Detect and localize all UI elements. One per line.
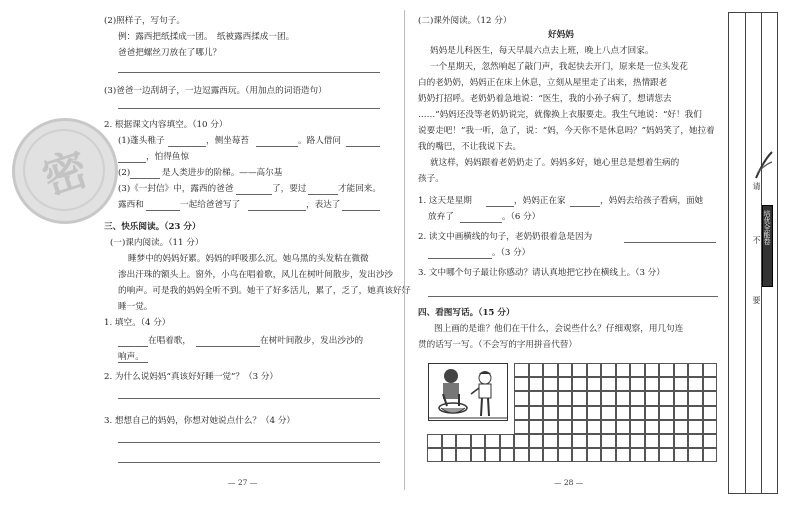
- grid-cell[interactable]: [558, 434, 573, 448]
- grid-cell[interactable]: [427, 448, 442, 462]
- blank[interactable]: [248, 210, 306, 211]
- grid-cell[interactable]: [688, 406, 703, 420]
- grid-cell[interactable]: [659, 391, 674, 405]
- blank[interactable]: [460, 222, 502, 223]
- grid-cell[interactable]: [514, 420, 529, 434]
- blank[interactable]: [146, 210, 180, 211]
- blank[interactable]: [570, 206, 600, 207]
- q2-header: (2)照样子，写句子。: [104, 16, 185, 26]
- read-q1a: 在唱着歌，: [148, 336, 191, 346]
- passage-line-4: 睡一觉。: [118, 302, 153, 312]
- grid-cell[interactable]: [688, 448, 703, 462]
- section-3-1-title: (一)课内阅读。（11 分）: [110, 238, 204, 248]
- r-q1e: 。（6 分）: [502, 212, 541, 222]
- q2-sentence: 爸爸把螺丝刀放在了哪儿？: [118, 48, 222, 58]
- sidebar-rule: [745, 13, 746, 493]
- section-3-title: 三、快乐阅读。（23 分）: [104, 222, 201, 232]
- r-q3: 3. 文中哪个句子最让你感动？请认真地把它抄在横线上。（3 分）: [418, 268, 665, 278]
- grid-cell[interactable]: [514, 448, 529, 462]
- grid-cell[interactable]: [529, 363, 544, 377]
- story-p2e: 说要走吧！”我一听，急了，说：“妈，今天你不是休息吗？”妈妈笑了，她拉着: [418, 126, 715, 136]
- grid-cell[interactable]: [659, 434, 674, 448]
- fill-2-2: 是人类进步的阶梯。——高尔基: [162, 168, 283, 178]
- blank[interactable]: [130, 178, 160, 179]
- blank[interactable]: [308, 194, 338, 195]
- grid-cell[interactable]: [645, 406, 660, 420]
- grid-cell[interactable]: [674, 434, 689, 448]
- r-q1c: ，妈妈去给孩子看病，面她: [600, 196, 704, 206]
- grid-cell[interactable]: [703, 363, 718, 377]
- blank[interactable]: [236, 194, 272, 195]
- grid-cell[interactable]: [500, 448, 515, 462]
- grid-cell[interactable]: [558, 377, 573, 391]
- grid-cell[interactable]: [514, 363, 529, 377]
- passage-line-3: 的响声。可是我的妈妈全听不到。她干了好多活儿，累了，乏了，她真该好好: [118, 286, 411, 296]
- story-p2d: ……”妈妈还没等老奶奶说完，就像换上衣服要走。我生气地说：“好！我们: [418, 110, 702, 120]
- fill-2-3c: 才能回来。: [338, 184, 381, 194]
- fill-2-3a: (3)《一封信》中，露西的爸爸: [118, 184, 234, 194]
- grid-cell[interactable]: [543, 434, 558, 448]
- grid-cell[interactable]: [703, 420, 718, 434]
- grid-cell[interactable]: [572, 420, 587, 434]
- grid-cell[interactable]: [529, 406, 544, 420]
- grid-cell[interactable]: [514, 391, 529, 405]
- grid-cell[interactable]: [630, 363, 645, 377]
- grid-cell[interactable]: [630, 391, 645, 405]
- grid-cell[interactable]: [485, 448, 500, 462]
- read-q1: 1. 填空。（4 分）: [104, 318, 171, 328]
- q3-text: (3)爸爸一边刮胡子，一边逗露西玩。（用加点的词语造句）: [104, 86, 327, 96]
- grid-cell[interactable]: [587, 391, 602, 405]
- grid-cell[interactable]: [645, 391, 660, 405]
- blank[interactable]: [256, 146, 298, 147]
- grid-cell[interactable]: [645, 434, 660, 448]
- grid-cell[interactable]: [616, 406, 631, 420]
- grid-cell[interactable]: [514, 377, 529, 391]
- page-divider: [404, 10, 405, 490]
- q2-example: 例：露西把纸揉成一团。 纸被露西揉成一团。: [118, 32, 295, 42]
- grid-cell[interactable]: [572, 391, 587, 405]
- grid-cell[interactable]: [587, 420, 602, 434]
- fill-2-1d: ，怕得鱼惊: [146, 152, 189, 162]
- story-p2c: 奶奶打招呼。老奶奶着急地说：“医生，我的小孙子病了，想请您去: [418, 94, 672, 104]
- brand-text: 培优全能卷: [763, 210, 771, 245]
- passage-line-1: 睡梦中的妈妈好累。妈妈的呼吸那么沉。她乌黑的头发粘在微微: [128, 254, 369, 264]
- grid-cell[interactable]: [601, 448, 616, 462]
- grid-cell[interactable]: [471, 434, 486, 448]
- blank[interactable]: [346, 146, 380, 147]
- grid-cell[interactable]: [601, 391, 616, 405]
- blank[interactable]: [168, 146, 206, 147]
- grid-cell[interactable]: [558, 420, 573, 434]
- grid-cell[interactable]: [587, 377, 602, 391]
- grid-cell[interactable]: [616, 448, 631, 462]
- grid-cell[interactable]: [601, 420, 616, 434]
- section-4-title: 四、看图写话。（15 分）: [418, 308, 515, 318]
- fill-2-3d: 露西和: [118, 200, 144, 210]
- grid-cell[interactable]: [529, 448, 544, 462]
- answer-line[interactable]: [118, 72, 380, 73]
- grid-cell[interactable]: [616, 377, 631, 391]
- grid-cell[interactable]: [514, 406, 529, 420]
- grid-cell[interactable]: [674, 363, 689, 377]
- passage-line-2: 渗出汗珠的额头上。窗外，小鸟在唱着歌，风儿在树叶间散步，发出沙沙: [118, 270, 394, 280]
- grid-cell[interactable]: [630, 448, 645, 462]
- grid-cell[interactable]: [688, 420, 703, 434]
- grid-cell[interactable]: [601, 363, 616, 377]
- fill-2-3b: 了，要过: [272, 184, 307, 194]
- story-title: 好妈妈: [548, 30, 574, 40]
- grid-cell[interactable]: [703, 377, 718, 391]
- brand-label: [762, 205, 773, 287]
- grid-cell[interactable]: [645, 363, 660, 377]
- grid-cell[interactable]: [645, 448, 660, 462]
- page-number-right: — 28 —: [554, 478, 584, 487]
- r-q2b: 。（3 分）: [492, 248, 531, 258]
- grid-cell[interactable]: [442, 434, 457, 448]
- grid-cell[interactable]: [471, 448, 486, 462]
- blank[interactable]: [118, 162, 146, 163]
- grid-cell[interactable]: [616, 391, 631, 405]
- answer-line[interactable]: [118, 442, 380, 443]
- blank[interactable]: [196, 346, 260, 347]
- grid-cell[interactable]: [543, 420, 558, 434]
- grid-cell[interactable]: [587, 434, 602, 448]
- story-p1: 妈妈是儿科医生，每天早晨六点去上班，晚上八点才回家。: [430, 46, 654, 56]
- grid-cell[interactable]: [558, 391, 573, 405]
- grid-cell[interactable]: [572, 434, 587, 448]
- grid-cell[interactable]: [645, 420, 660, 434]
- answer-line[interactable]: [118, 108, 380, 109]
- grid-cell[interactable]: [558, 363, 573, 377]
- grid-cell[interactable]: [601, 377, 616, 391]
- illustration-svg: [429, 364, 507, 420]
- grid-cell[interactable]: [674, 377, 689, 391]
- fill-2-3f: ，表达了: [306, 200, 341, 210]
- grid-cell[interactable]: [688, 377, 703, 391]
- r-q2: 2. 读文中画横线的句子，老奶奶很着急是因为: [418, 232, 593, 242]
- grid-cell[interactable]: [456, 434, 471, 448]
- grid-cell[interactable]: [616, 420, 631, 434]
- logo-swoosh-icon: [754, 150, 774, 180]
- grid-cell[interactable]: [572, 406, 587, 420]
- grid-cell[interactable]: [558, 448, 573, 462]
- grid-cell[interactable]: [529, 420, 544, 434]
- sidebar-label-top: 请: [752, 182, 761, 190]
- answer-line[interactable]: [118, 462, 380, 463]
- grid-cell[interactable]: [674, 391, 689, 405]
- fill-2-1a: (1)蓬头稚子: [118, 136, 165, 146]
- grid-cell[interactable]: [630, 377, 645, 391]
- grid-cell[interactable]: [688, 391, 703, 405]
- grid-cell[interactable]: [616, 434, 631, 448]
- grid-cell[interactable]: [427, 434, 442, 448]
- sidebar-label-bot: 要: [752, 296, 761, 304]
- grid-cell[interactable]: [674, 448, 689, 462]
- blank[interactable]: [624, 242, 716, 243]
- story-p3: 就这样，妈妈跟着老奶奶走了。妈妈多好，她心里总是想着生病的: [430, 158, 680, 168]
- grid-cell[interactable]: [601, 406, 616, 420]
- grid-cell[interactable]: [601, 434, 616, 448]
- fill-2-3e: 一起给爸爸写了: [180, 200, 241, 210]
- grid-cell[interactable]: [659, 448, 674, 462]
- grid-cell[interactable]: [543, 363, 558, 377]
- page-number-left: — 27 —: [228, 478, 258, 487]
- grid-cell[interactable]: [703, 391, 718, 405]
- grid-cell[interactable]: [442, 448, 457, 462]
- grid-cell[interactable]: [456, 448, 471, 462]
- grid-cell[interactable]: [572, 448, 587, 462]
- grid-cell[interactable]: [630, 406, 645, 420]
- grid-cell[interactable]: [659, 406, 674, 420]
- illustration-mother-child: [428, 363, 508, 421]
- grid-cell[interactable]: [587, 363, 602, 377]
- grid-cell[interactable]: [485, 434, 500, 448]
- seal-char: 密: [12, 118, 115, 221]
- answer-line[interactable]: [428, 296, 718, 297]
- read-q2: 2. 为什么说妈妈“真该好好睡一觉”？（3 分）: [104, 372, 279, 382]
- section-2-title: 2. 根据课文内容填空。（10 分）: [104, 120, 228, 130]
- grid-cell[interactable]: [587, 448, 602, 462]
- grid-cell[interactable]: [529, 377, 544, 391]
- section-4-instr-a: 图上画的是谁？他们在干什么，会说些什么？仔细观察，用几句连: [434, 324, 684, 334]
- story-p2a: 一个星期天，忽然响起了敲门声，我起快去开门，原来是一位头发花: [430, 62, 688, 72]
- answer-line[interactable]: [118, 398, 380, 399]
- grid-cell[interactable]: [572, 377, 587, 391]
- grid-cell[interactable]: [543, 377, 558, 391]
- fill-2-2-pre: (2): [118, 168, 131, 178]
- grid-cell[interactable]: [703, 448, 718, 462]
- grid-cell[interactable]: [587, 406, 602, 420]
- story-p3b: 孩子。: [418, 174, 444, 184]
- grid-cell[interactable]: [659, 420, 674, 434]
- read-q3: 3. 想想自己的妈妈，你想对她说点什么？（4 分）: [104, 416, 296, 426]
- grid-cell[interactable]: [543, 406, 558, 420]
- fill-2-1b: ，侧坐莓苔: [206, 136, 249, 146]
- story-p2f: 我的嘴巴，不让我说下去。: [418, 142, 522, 152]
- blank[interactable]: [428, 258, 492, 259]
- grid-cell[interactable]: [659, 363, 674, 377]
- grid-cell[interactable]: [529, 391, 544, 405]
- r-q1: 1. 这天是星期: [418, 196, 472, 206]
- grid-cell[interactable]: [616, 363, 631, 377]
- blank[interactable]: [118, 346, 148, 347]
- grid-cell[interactable]: [703, 434, 718, 448]
- grid-cell[interactable]: [572, 363, 587, 377]
- grid-cell[interactable]: [688, 363, 703, 377]
- read-q1c: 响声。: [118, 352, 144, 362]
- grid-cell[interactable]: [645, 377, 660, 391]
- grid-cell[interactable]: [688, 434, 703, 448]
- confidential-seal: [12, 118, 118, 224]
- grid-cell[interactable]: [630, 434, 645, 448]
- grid-cell[interactable]: [543, 448, 558, 462]
- story-p2b: 白的老奶奶，妈妈正在床上休息，立刻从屋里走了出来，热情跟老: [418, 78, 668, 88]
- grid-cell[interactable]: [630, 420, 645, 434]
- grid-cell[interactable]: [558, 406, 573, 420]
- blank[interactable]: [342, 210, 380, 211]
- grid-cell[interactable]: [543, 391, 558, 405]
- r-q1b: ，妈妈正在家: [514, 196, 566, 206]
- fill-2-1c: 。路人借问: [298, 136, 341, 146]
- grid-cell[interactable]: [703, 406, 718, 420]
- grid-cell[interactable]: [529, 434, 544, 448]
- grid-cell[interactable]: [674, 420, 689, 434]
- grid-cell[interactable]: [514, 434, 529, 448]
- sidebar-label-mid: 不: [752, 236, 761, 244]
- r-section-header: (二)课外阅读。（12 分）: [418, 16, 512, 26]
- grid-cell[interactable]: [500, 434, 515, 448]
- grid-cell[interactable]: [659, 377, 674, 391]
- read-q1b: 在树叶间散步，发出沙沙的: [260, 336, 364, 346]
- r-q1d: 放弃了: [428, 212, 454, 222]
- section-4-instr-b: 贯的话写一写。（不会写的字用拼音代替）: [418, 340, 577, 350]
- blank[interactable]: [486, 206, 514, 207]
- grid-cell[interactable]: [674, 406, 689, 420]
